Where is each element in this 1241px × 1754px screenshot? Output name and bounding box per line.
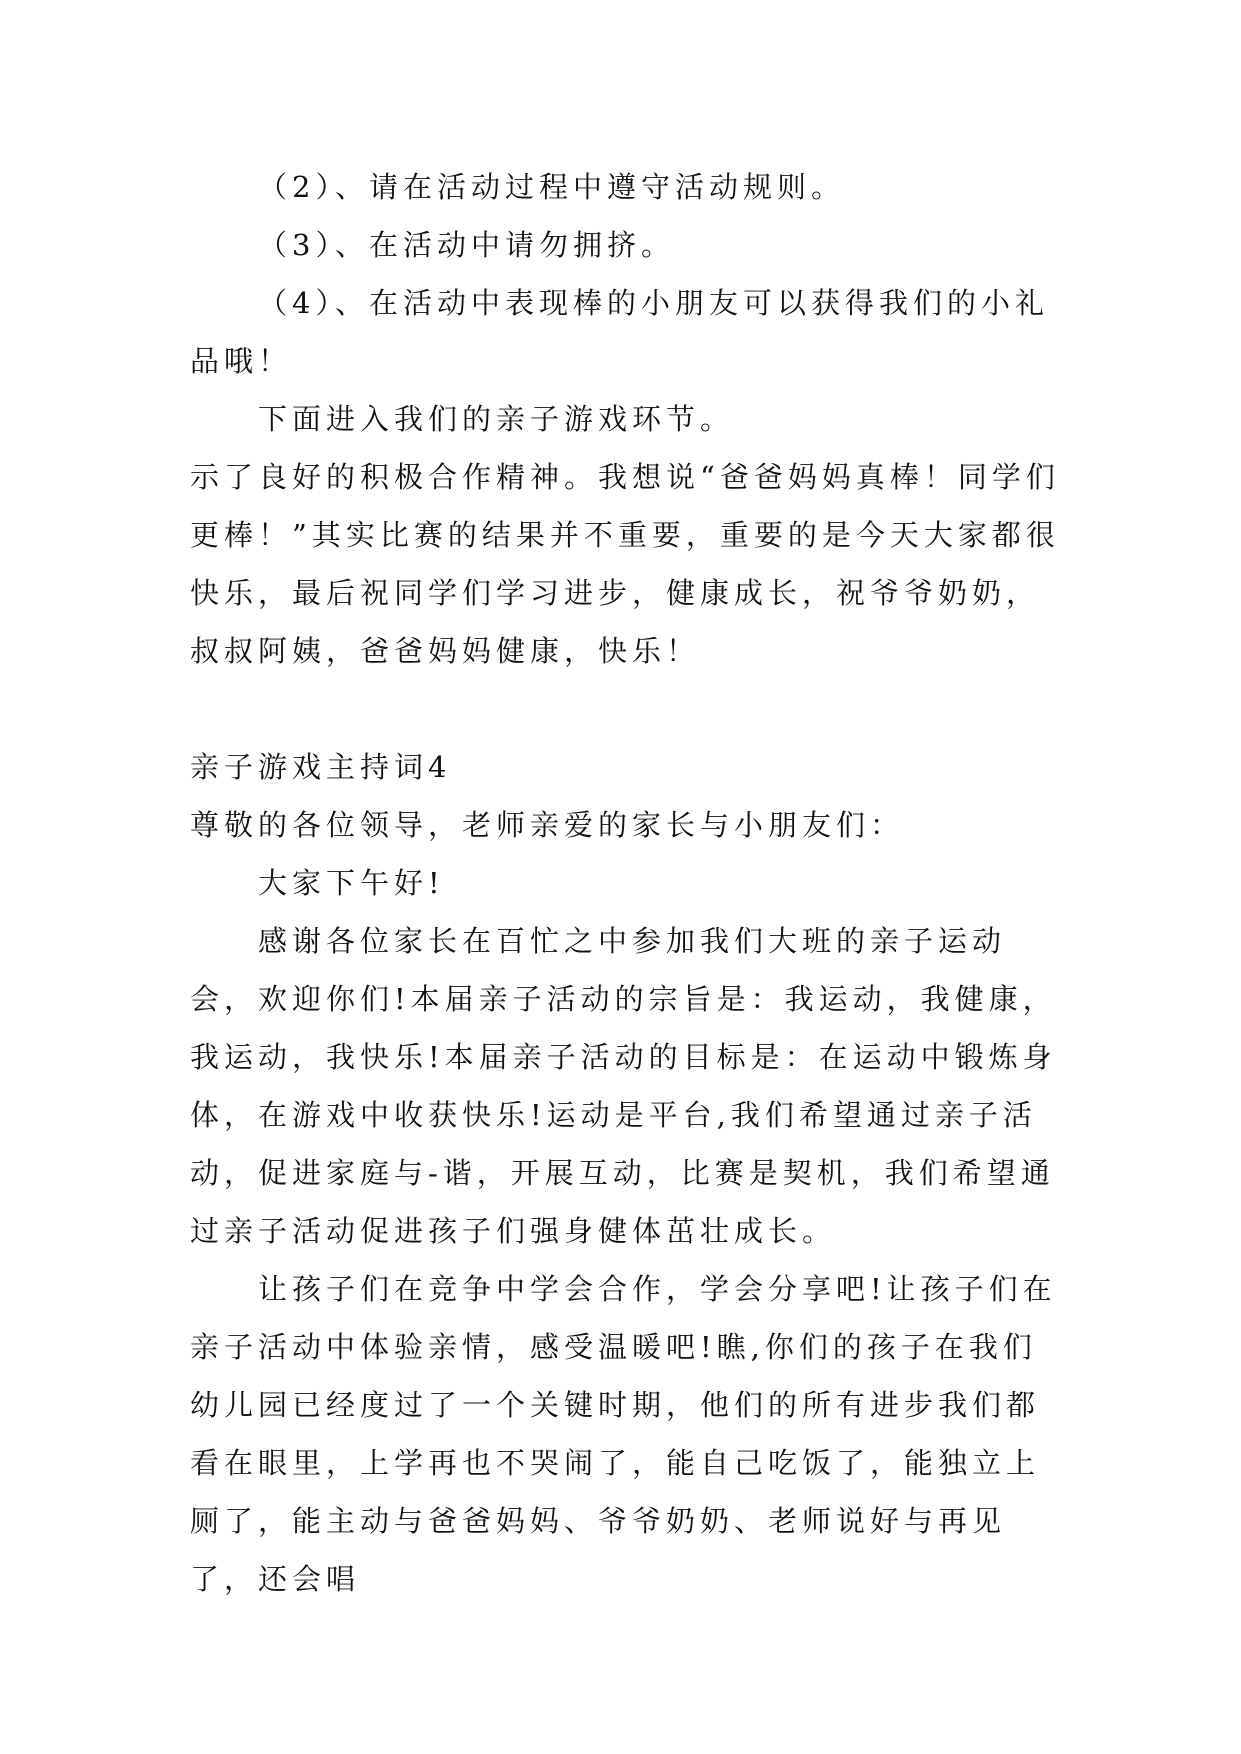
game-section-intro: 下面进入我们的亲子游戏环节。 [258, 402, 735, 436]
closing-paragraph: 示了良好的积极合作精神。我想说“爸爸妈妈真棒！同学们更棒！”其实比赛的结果并不重要，重要的是今天大家都很快乐，最后祝同学们学习进步，健康成长，祝爷爷奶奶，叔叔阿姨，爸爸妈妈健康，快乐！ [190, 460, 1060, 668]
salutation: 尊敬的各位领导，老师亲爱的家长与小朋友们： [190, 808, 905, 842]
document-body [190, 158, 1060, 1608]
rule-item-2: （2）、请在活动过程中遵守活动规则。 [258, 170, 845, 204]
section-spacer [190, 680, 1060, 738]
rule-item-4: （4）、在活动中表现棒的小朋友可以获得我们的小礼品哦！ [190, 286, 1049, 378]
body-paragraph-thanks: 感谢各位家长在百忙之中参加我们大班的亲子运动会，欢迎你们!本届亲子活动的宗旨是：我运动，我健康，我运动，我快乐!本届亲子活动的目标是：在运动中锻炼身体，在游戏中收获快乐!运动是平台,我们希望通过亲子活动，促进家庭与-谐，开展互动，比赛是契机，我们希望通过亲子活动促进孩子们强身健体茁壮成长。 [190, 924, 1057, 1248]
body-paragraph-cooperation: 让孩子们在竞争中学会合作，学会分享吧!让孩子们在亲子活动中体验亲情，感受温暖吧!瞧,你们的孩子在我们幼儿园已经度过了一个关键时期，他们的所有进步我们都看在眼里，上学再也不哭闹了，能自己吃饭了，能独立上厕了，能主动与爸爸妈妈、爷爷奶奶、老师说好与再见了，还会唱 [190, 1272, 1057, 1596]
section-title: 亲子游戏主持词4 [190, 750, 452, 784]
rule-item-3: （3）、在活动中请勿拥挤。 [258, 228, 675, 262]
greeting: 大家下午好! [258, 866, 445, 900]
